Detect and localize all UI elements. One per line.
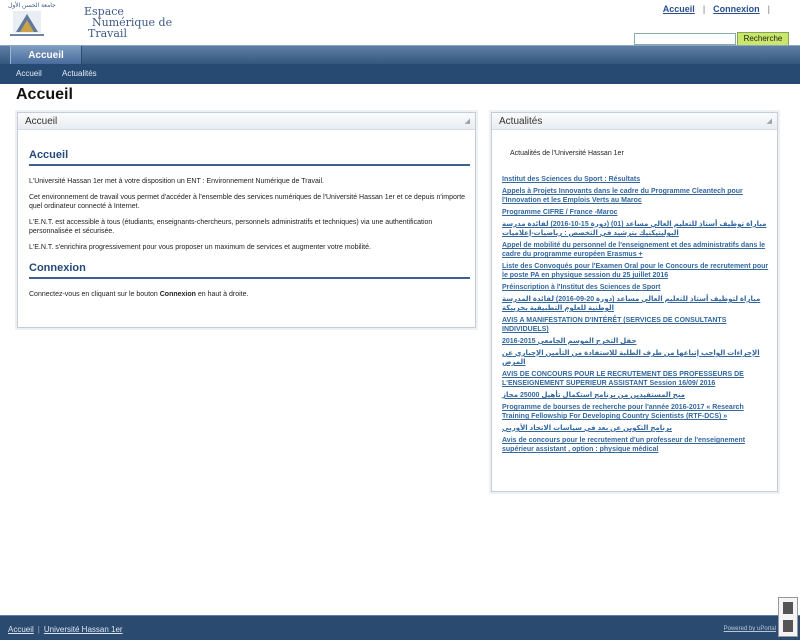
news-item[interactable]: Liste des Convoqués pour l'Examen Oral pour le Concours de recrutement pour le poste PA en physique session du 25 juillet 2016 bbox=[502, 263, 769, 279]
intro-paragraph: L'Université Hassan 1er met à votre disposition un ENT : Environnement Numérique de Travail. bbox=[29, 178, 324, 185]
news-item[interactable]: مباراة لتوظيف أستاذ للتعليم العالي مساعد (دورة 20-09-2016) لفائدة المدرسة الوطنية للعلوم التطبيقية بخريبكة bbox=[502, 296, 761, 312]
tab-accueil[interactable]: Accueil bbox=[10, 46, 82, 65]
intro-paragraph: Cet environnement de travail vous permet d'accéder à l'ensemble des services numériques de l'Université Hassan 1er et ce depuis n'importe quel ordinateur connecté à Internet. bbox=[29, 194, 466, 210]
brand-title bbox=[84, 6, 172, 39]
connexion-text-after: en haut à droite. bbox=[195, 291, 249, 298]
portlet-accueil-body bbox=[29, 149, 470, 306]
connexion-text-before: Connectez-vous en cliquant sur le bouton bbox=[29, 291, 160, 298]
subnav-item-actualites[interactable]: Actualités bbox=[62, 69, 97, 78]
news-item[interactable]: منح المستفيدين من برنامج استكمال تأهيل 25000 مجاز bbox=[502, 392, 686, 399]
page-title: Accueil bbox=[16, 86, 73, 103]
section-title-accueil: Accueil bbox=[29, 149, 470, 166]
portlet-actualites bbox=[491, 112, 778, 492]
news-item[interactable]: الإجراءات الواجب إتباعها من طرف الطلبة للاستفادة من التأمين الإجباري عن المرض bbox=[502, 350, 760, 366]
portlet-title: Accueil bbox=[25, 116, 58, 127]
news-list bbox=[502, 175, 772, 457]
header bbox=[0, 0, 800, 45]
news-item[interactable]: Préinscription à l'Institut des Sciences de Sport bbox=[502, 284, 661, 291]
news-item[interactable]: مباراة توظيف أستاذ للتعليم العالي مساعد (01) (دورة 15-10-2016) لفائدة مدرسة البوليتيكنيك بترشيد في التخصص : رياضيات-إعلاميات bbox=[502, 221, 767, 237]
news-item[interactable]: Programme CIFRE / France -Maroc bbox=[502, 209, 618, 216]
scroll-down-icon[interactable] bbox=[783, 620, 793, 632]
footer-link-universite[interactable]: Université Hassan 1er bbox=[43, 625, 123, 634]
footer bbox=[0, 615, 800, 640]
logo-caption: جامعة الحسن الأول bbox=[8, 3, 56, 9]
news-item[interactable]: Institut des Sciences du Sport : Résultats bbox=[502, 176, 641, 183]
news-item[interactable]: Programme de bourses de recherche pour l'année 2016-2017 « Research Training Fellowship For Developing Country Scientists (RTF-DCS) » bbox=[502, 404, 744, 420]
brand-line-3: Travail bbox=[88, 27, 127, 40]
brand-line-1: Espace bbox=[84, 5, 124, 18]
intro-paragraph: L'E.N.T. s'enrichira progressivement pour vous proposer un maximum de services et augmenter votre mobilité. bbox=[29, 244, 371, 251]
subnav-item-accueil[interactable]: Accueil bbox=[16, 69, 42, 78]
connexion-text-bold: Connexion bbox=[159, 291, 196, 298]
search-button[interactable]: Recherche bbox=[737, 32, 789, 46]
scroll-up-icon[interactable] bbox=[783, 602, 793, 614]
search-input[interactable] bbox=[634, 33, 736, 45]
news-item[interactable]: Avis de concours pour le recrutement d'un professeur de l'enseignement supérieur assistant , option : physique médical bbox=[502, 437, 746, 453]
scrollbar-widget[interactable] bbox=[778, 597, 798, 637]
connexion-link[interactable]: Connexion bbox=[713, 4, 760, 14]
top-links bbox=[663, 4, 778, 14]
portlet-title: Actualités bbox=[499, 116, 543, 127]
top-links-separator: | bbox=[767, 4, 770, 14]
main-nav-bar bbox=[0, 45, 800, 64]
intro-paragraph: L'E.N.T. est accessible à tous (étudiants, enseignants-chercheurs, personnels administratifs et techniques) via une authentification personnalisée et sécurisée. bbox=[29, 219, 433, 235]
top-links-separator: | bbox=[702, 4, 706, 14]
maximize-icon[interactable]: ◢ bbox=[464, 118, 470, 125]
footer-separator: | bbox=[37, 625, 40, 634]
news-item[interactable]: AVIS A MANIFESTATION D'INTÉRÊT (SERVICES DE CONSULTANTS INDIVIDUELS) bbox=[502, 317, 727, 333]
news-item[interactable]: Appels à Projets Innovants dans le cadre du Programme Cleantech pour l'Innovation et les Emplois Verts au Maroc bbox=[502, 188, 743, 204]
news-item[interactable]: برنامج التكوين عن بعد في سياسات الاتحاد الأوربي bbox=[502, 425, 672, 432]
maximize-icon[interactable]: ◢ bbox=[766, 118, 772, 125]
connexion-instructions bbox=[29, 290, 470, 299]
section-title-connexion: Connexion bbox=[29, 262, 470, 279]
accueil-link[interactable]: Accueil bbox=[662, 4, 695, 14]
portlet-accueil-header bbox=[18, 113, 475, 130]
footer-link-accueil[interactable]: Accueil bbox=[8, 625, 34, 634]
news-item[interactable]: Appel de mobilité du personnel de l'enseignement et des administratifs dans le cadre du programme européen Erasmus + bbox=[502, 242, 766, 258]
brand-line-2: Numérique de bbox=[92, 16, 173, 29]
sub-nav-bar bbox=[0, 64, 800, 84]
portlet-actualites-header bbox=[492, 113, 777, 130]
footer-links bbox=[8, 625, 123, 634]
news-item[interactable]: AVIS DE CONCOURS POUR LE RECRUTEMENT DES PROFESSEURS DE L'ENSEIGNEMENT SUPERIEUR ASSISTANT Session 16/09/ 2016 bbox=[502, 371, 744, 387]
university-logo[interactable] bbox=[4, 2, 56, 42]
news-item[interactable]: حفل التخرج الموسم الجامعي 2015-2016 bbox=[502, 338, 637, 345]
powered-by-link[interactable]: Powered by uPortal bbox=[723, 626, 776, 632]
portlet-accueil bbox=[17, 112, 476, 328]
news-intro: Actualités de l'Université Hassan 1er bbox=[510, 150, 624, 157]
